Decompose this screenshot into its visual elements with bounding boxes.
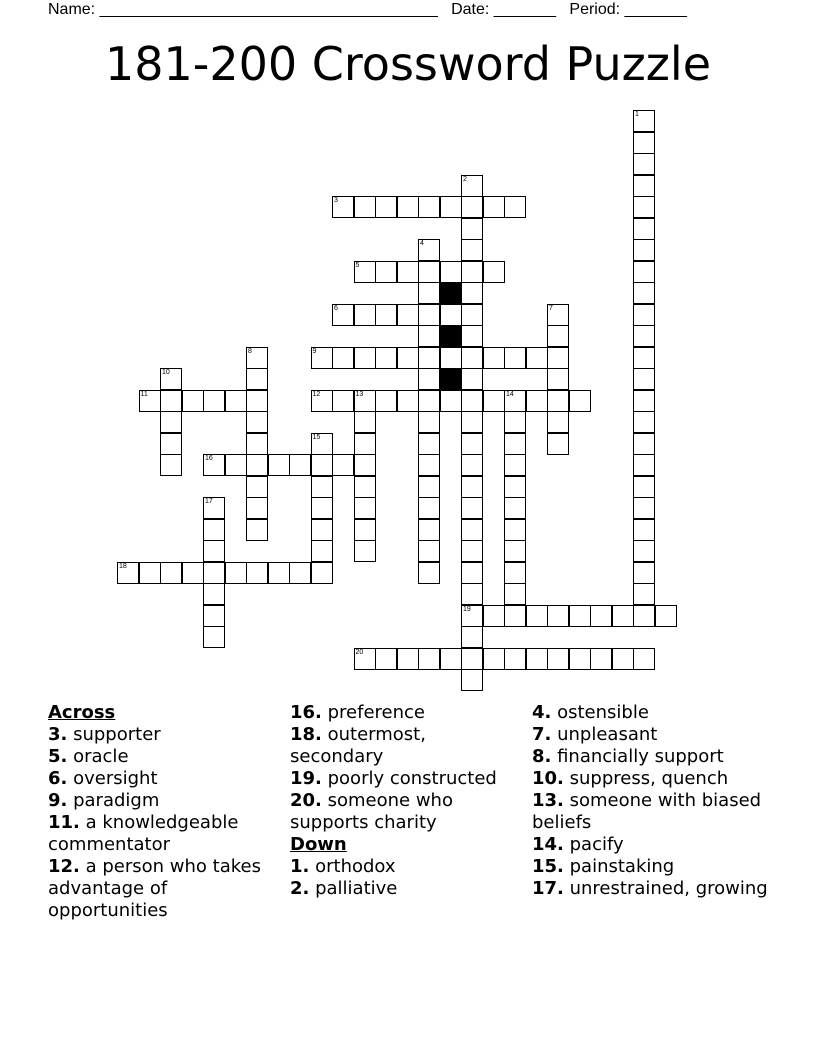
grid-cell[interactable] — [633, 583, 655, 605]
grid-cell[interactable] — [418, 282, 440, 304]
grid-cell[interactable] — [633, 390, 655, 412]
grid-cell[interactable] — [397, 648, 419, 670]
grid-cell[interactable] — [461, 282, 483, 304]
grid-cell[interactable] — [418, 433, 440, 455]
cell-number: 1 — [635, 111, 639, 118]
grid-cell[interactable] — [633, 411, 655, 433]
grid-cell[interactable] — [633, 648, 655, 670]
period-label: Period: — [569, 1, 621, 18]
grid-cell[interactable] — [633, 519, 655, 541]
down-clue: 14. pacify — [532, 834, 624, 855]
across-clue: 11. a knowledgeable commentator — [48, 812, 239, 855]
across-clue: 20. someone who supports charity — [290, 790, 453, 833]
grid-cell[interactable] — [332, 454, 354, 476]
grid-cell[interactable] — [440, 196, 462, 218]
grid-cell[interactable] — [504, 519, 526, 541]
grid-cell[interactable] — [203, 519, 225, 541]
grid-cell[interactable] — [246, 390, 268, 412]
grid-cell[interactable] — [311, 519, 333, 541]
grid-cell[interactable] — [246, 497, 268, 519]
grid-cell[interactable] — [418, 562, 440, 584]
grid-cell[interactable] — [418, 261, 440, 283]
grid-cell[interactable] — [504, 433, 526, 455]
grid-cell[interactable] — [547, 347, 569, 369]
grid-cell[interactable] — [547, 325, 569, 347]
grid-cell[interactable] — [504, 196, 526, 218]
grid-cell[interactable] — [246, 433, 268, 455]
grid-cell[interactable] — [375, 196, 397, 218]
grid-cell[interactable] — [569, 648, 591, 670]
grid-cell[interactable] — [547, 390, 569, 412]
grid-cell[interactable] — [418, 390, 440, 412]
across-clue-list-cont — [290, 702, 520, 834]
grid-cell[interactable] — [504, 648, 526, 670]
cell-number: 19 — [463, 605, 471, 613]
grid-cell[interactable] — [504, 454, 526, 476]
grid-cell[interactable] — [504, 562, 526, 584]
grid-cell[interactable] — [461, 390, 483, 412]
grid-cell[interactable] — [375, 648, 397, 670]
across-clue: 12. a person who takes advantage of opportunities — [48, 856, 261, 921]
cell-number: 4 — [420, 240, 424, 247]
grid-cell[interactable] — [246, 476, 268, 498]
grid-cell[interactable] — [418, 411, 440, 433]
grid-cell[interactable] — [633, 132, 655, 154]
grid-cell[interactable] — [633, 304, 655, 326]
clues-column-2 — [290, 702, 520, 900]
grid-cell[interactable] — [203, 540, 225, 562]
grid-cell[interactable] — [461, 476, 483, 498]
grid-cell[interactable] — [332, 347, 354, 369]
grid-cell[interactable] — [160, 390, 182, 412]
down-heading: Down — [290, 834, 347, 855]
grid-cell[interactable] — [612, 605, 634, 627]
grid-cell[interactable] — [225, 390, 247, 412]
down-clue-list — [290, 856, 520, 900]
date-blank[interactable]: _______ — [493, 1, 557, 18]
cell-number: 5 — [355, 261, 360, 269]
grid-cell[interactable] — [504, 605, 526, 627]
across-clue: 3. supporter — [48, 724, 161, 745]
cell-number: 7 — [549, 304, 553, 312]
cell-number: 8 — [248, 347, 252, 355]
grid-cell[interactable] — [483, 605, 505, 627]
grid-cell[interactable] — [461, 497, 483, 519]
grid-cell[interactable] — [203, 562, 225, 584]
grid-cell[interactable] — [633, 261, 655, 283]
grid-cell[interactable] — [483, 648, 505, 670]
grid-cell[interactable] — [225, 562, 247, 584]
grid-cell[interactable] — [569, 605, 591, 627]
cell-number: 13 — [355, 390, 364, 398]
grid-cell[interactable] — [354, 347, 376, 369]
grid-cell[interactable] — [418, 347, 440, 369]
grid-cell[interactable] — [418, 368, 440, 390]
grid-cell[interactable] — [633, 540, 655, 562]
grid-cell[interactable] — [139, 562, 161, 584]
grid-cell[interactable] — [461, 454, 483, 476]
black-cell — [440, 325, 462, 347]
date-label: Date: — [451, 1, 490, 18]
grid-cell[interactable] — [440, 261, 462, 283]
grid-cell[interactable] — [633, 562, 655, 584]
grid-cell[interactable] — [590, 605, 612, 627]
grid-cell[interactable] — [182, 562, 204, 584]
across-clue: 9. paradigm — [48, 790, 160, 811]
grid-cell[interactable] — [418, 519, 440, 541]
grid-cell[interactable] — [633, 325, 655, 347]
grid-cell[interactable] — [246, 368, 268, 390]
grid-cell[interactable] — [289, 562, 311, 584]
grid-cell[interactable] — [354, 454, 376, 476]
grid-cell[interactable] — [461, 368, 483, 390]
clues-column-1 — [48, 702, 278, 922]
down-clue: 4. ostensible — [532, 702, 649, 723]
grid-cell[interactable] — [160, 562, 182, 584]
grid-cell[interactable] — [483, 347, 505, 369]
grid-cell[interactable] — [633, 196, 655, 218]
across-clue: 5. oracle — [48, 746, 129, 767]
grid-cell[interactable] — [526, 648, 548, 670]
grid-cell[interactable] — [504, 411, 526, 433]
grid-cell[interactable] — [375, 390, 397, 412]
cell-number: 18 — [119, 562, 127, 570]
grid-cell[interactable] — [203, 583, 225, 605]
grid-cell[interactable] — [504, 497, 526, 519]
grid-cell[interactable] — [418, 497, 440, 519]
grid-cell[interactable] — [160, 411, 182, 433]
grid-cell[interactable] — [160, 433, 182, 455]
grid-cell[interactable] — [225, 454, 247, 476]
grid-cell[interactable] — [483, 196, 505, 218]
grid-cell[interactable] — [461, 626, 483, 648]
grid-cell[interactable] — [354, 540, 376, 562]
grid-cell[interactable] — [203, 605, 225, 627]
grid-cell[interactable] — [440, 304, 462, 326]
grid-cell[interactable] — [311, 540, 333, 562]
grid-cell[interactable] — [483, 261, 505, 283]
period-blank[interactable]: _______ — [624, 1, 687, 18]
grid-cell[interactable] — [375, 304, 397, 326]
cell-number: 17 — [205, 498, 213, 505]
grid-cell[interactable] — [354, 411, 376, 433]
grid-cell[interactable] — [461, 433, 483, 455]
down-clue: 10. suppress, quench — [532, 768, 729, 789]
grid-cell[interactable] — [569, 390, 591, 412]
grid-cell[interactable] — [354, 497, 376, 519]
grid-cell[interactable] — [354, 476, 376, 498]
down-clue: 13. someone with biased beliefs — [532, 790, 762, 833]
grid-cell[interactable] — [461, 239, 483, 261]
grid-cell[interactable] — [461, 519, 483, 541]
grid-cell[interactable] — [504, 347, 526, 369]
grid-cell[interactable] — [461, 261, 483, 283]
grid-cell[interactable] — [633, 175, 655, 197]
down-clue: 17. unrestrained, growing — [532, 878, 768, 899]
grid-cell[interactable] — [461, 347, 483, 369]
down-clue: 8. financially support — [532, 746, 724, 767]
grid-cell[interactable] — [397, 390, 419, 412]
grid-cell[interactable] — [418, 648, 440, 670]
grid-cell[interactable] — [461, 562, 483, 584]
grid-cell[interactable] — [246, 454, 268, 476]
cell-number: 6 — [334, 304, 338, 312]
across-clue-list — [48, 724, 278, 922]
grid-cell[interactable] — [354, 433, 376, 455]
name-blank[interactable]: ______________________________________ — [99, 1, 438, 18]
grid-cell[interactable] — [203, 626, 225, 648]
grid-cell[interactable] — [612, 648, 634, 670]
grid-cell[interactable] — [526, 390, 548, 412]
grid-cell[interactable] — [504, 476, 526, 498]
grid-cell[interactable] — [418, 476, 440, 498]
grid-cell[interactable] — [332, 390, 354, 412]
grid-cell[interactable] — [461, 583, 483, 605]
clues-column-3 — [532, 702, 772, 900]
grid-cell[interactable] — [397, 347, 419, 369]
grid-cell[interactable] — [268, 454, 290, 476]
grid-cell[interactable] — [375, 261, 397, 283]
grid-cell[interactable] — [311, 497, 333, 519]
grid-cell[interactable] — [547, 411, 569, 433]
grid-cell[interactable] — [633, 454, 655, 476]
grid-cell[interactable] — [182, 390, 204, 412]
page-title: 181-200 Crossword Puzzle — [104, 37, 712, 91]
grid-cell[interactable] — [311, 476, 333, 498]
cell-number: 20 — [355, 648, 364, 656]
grid-cell[interactable] — [633, 476, 655, 498]
grid-cell[interactable] — [354, 304, 376, 326]
grid-cell[interactable] — [547, 433, 569, 455]
grid-cell[interactable] — [289, 454, 311, 476]
grid-cell[interactable] — [418, 196, 440, 218]
grid-cell[interactable] — [461, 325, 483, 347]
down-clue-list-cont — [532, 702, 772, 900]
grid-cell[interactable] — [354, 196, 376, 218]
grid-cell[interactable] — [354, 519, 376, 541]
black-cell — [440, 368, 462, 390]
grid-cell[interactable] — [633, 605, 655, 627]
grid-cell[interactable] — [246, 411, 268, 433]
across-heading: Across — [48, 702, 116, 723]
down-clue: 2. palliative — [290, 878, 398, 899]
across-clue: 19. poorly constructed — [290, 768, 497, 789]
grid-cell[interactable] — [633, 239, 655, 261]
grid-cell[interactable] — [633, 282, 655, 304]
grid-cell[interactable] — [526, 605, 548, 627]
grid-cell[interactable] — [311, 454, 333, 476]
grid-cell[interactable] — [461, 648, 483, 670]
across-clue: 18. outermost, secondary — [290, 724, 426, 767]
grid-cell[interactable] — [633, 497, 655, 519]
grid-cell[interactable] — [547, 605, 569, 627]
grid-cell[interactable] — [504, 540, 526, 562]
down-clue: 15. painstaking — [532, 856, 675, 877]
down-clue: 7. unpleasant — [532, 724, 658, 745]
cell-number: 3 — [334, 197, 338, 204]
grid-cell[interactable] — [633, 218, 655, 240]
cell-number: 2 — [463, 175, 467, 183]
name-label: Name: — [48, 1, 96, 18]
grid-cell[interactable] — [526, 347, 548, 369]
grid-cell[interactable] — [633, 433, 655, 455]
cell-number: 16 — [205, 455, 213, 462]
grid-cell[interactable] — [461, 196, 483, 218]
grid-cell[interactable] — [246, 519, 268, 541]
across-clue: 6. oversight — [48, 768, 158, 789]
grid-cell[interactable] — [461, 669, 483, 691]
grid-cell[interactable] — [590, 648, 612, 670]
cell-number: 11 — [140, 390, 148, 398]
grid-cell[interactable] — [633, 347, 655, 369]
cell-number: 10 — [162, 369, 170, 376]
grid-cell[interactable] — [397, 196, 419, 218]
black-cell — [440, 282, 462, 304]
grid-cell[interactable] — [461, 411, 483, 433]
grid-cell[interactable] — [504, 583, 526, 605]
grid-cell[interactable] — [655, 605, 677, 627]
grid-cell[interactable] — [418, 454, 440, 476]
grid-cell[interactable] — [547, 648, 569, 670]
across-clue: 16. preference — [290, 702, 425, 723]
grid-cell[interactable] — [397, 304, 419, 326]
grid-cell[interactable] — [461, 540, 483, 562]
grid-cell[interactable] — [375, 347, 397, 369]
cell-number: 15 — [312, 433, 321, 441]
grid-cell[interactable] — [440, 648, 462, 670]
cell-number: 14 — [506, 390, 514, 398]
grid-cell[interactable] — [203, 390, 225, 412]
grid-cell[interactable] — [418, 304, 440, 326]
grid-cell[interactable] — [268, 562, 290, 584]
grid-cell[interactable] — [483, 390, 505, 412]
grid-cell[interactable] — [633, 153, 655, 175]
grid-cell[interactable] — [311, 562, 333, 584]
grid-cell[interactable] — [461, 304, 483, 326]
cell-number: 12 — [312, 390, 321, 398]
grid-cell[interactable] — [633, 368, 655, 390]
cell-number: 9 — [312, 347, 317, 355]
grid-cell[interactable] — [440, 390, 462, 412]
grid-cell[interactable] — [160, 454, 182, 476]
grid-cell[interactable] — [397, 261, 419, 283]
grid-cell[interactable] — [418, 325, 440, 347]
grid-cell[interactable] — [461, 218, 483, 240]
grid-cell[interactable] — [440, 347, 462, 369]
down-clue: 1. orthodox — [290, 856, 396, 877]
grid-cell[interactable] — [418, 540, 440, 562]
grid-cell[interactable] — [246, 562, 268, 584]
grid-cell[interactable] — [547, 368, 569, 390]
